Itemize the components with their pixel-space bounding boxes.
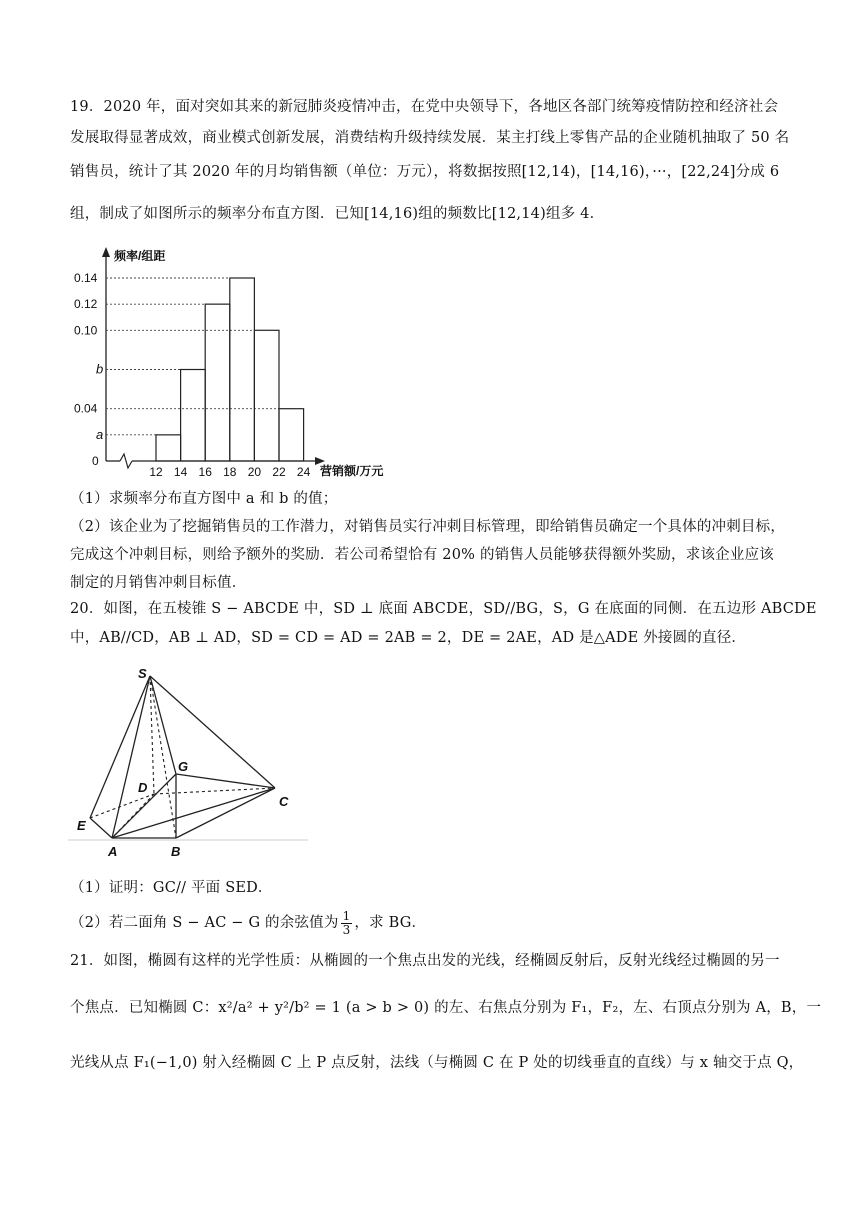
bar-5 — [279, 409, 304, 461]
x-tick-label-3: 18 — [223, 465, 237, 479]
q21-line-3: 光线从点 F₁(−1,0) 射入经椭圆 C 上 P 点反射，法线（与椭圆 C 在 P 处的切线垂直的直线）与 x 轴交于点 Q， — [70, 1055, 804, 1071]
fraction-numerator: 1 — [342, 908, 351, 923]
edge-EA — [90, 818, 112, 838]
bar-0 — [156, 435, 181, 461]
x-tick-label-5: 22 — [272, 465, 286, 479]
fraction-one-third — [341, 910, 353, 937]
label-C: C — [279, 794, 289, 809]
edge-SE — [90, 676, 150, 818]
q20-part-1: （1）证明：GC// 平面 SED． — [70, 880, 273, 896]
pyramid-figure — [68, 664, 308, 860]
fraction-denominator: 3 — [342, 922, 351, 937]
x-tick-label-6: 24 — [296, 465, 311, 479]
q21-line-1: 21．如图，椭圆有这样的光学性质：从椭圆的一个焦点出发的光线，经椭圆反射后，反射光线经过椭圆的另一 — [70, 953, 780, 969]
label-B: B — [171, 844, 181, 859]
q19-part-2c: 制定的月销售冲刺目标值． — [70, 575, 247, 591]
y-tick-label-3: b — [96, 361, 104, 377]
label-A: A — [108, 844, 118, 859]
y-tick-label-4: 0.04 — [74, 401, 98, 416]
bar-4 — [254, 330, 279, 461]
y-tick-label-zero: 0 — [92, 454, 99, 468]
q20-part-2-text: （2）若二面角 S − AC − G 的余弦值为 — [70, 915, 339, 931]
q20-part-2 — [70, 906, 800, 940]
edge-SD-hidden — [150, 676, 154, 794]
label-S: S — [138, 666, 147, 681]
x-tick-label-4: 20 — [247, 465, 262, 479]
label-D: D — [138, 780, 148, 795]
y-axis-arrow-icon — [102, 247, 110, 257]
bar-3 — [230, 278, 255, 461]
q19-line-1: 19．2020 年，面对突如其来的新冠肺炎疫情冲击，在党中央领导下，各地区各部门统筹疫情防控和经济社会 — [70, 99, 779, 115]
pyramid-svg — [68, 664, 308, 860]
edge-BC — [176, 788, 275, 838]
y-tick-label-1: 0.12 — [74, 297, 98, 312]
histogram-svg — [70, 243, 400, 480]
x-tick-label-2: 16 — [198, 465, 212, 479]
y-tick-label-5: a — [96, 426, 104, 442]
label-E: E — [77, 818, 86, 833]
histogram-figure — [70, 243, 400, 480]
bar-1 — [181, 370, 206, 462]
q19-line-3: 销售员，统计了其 2020 年的月均销售额（单位：万元），将数据按照[12,14)，[14,16)，···，[22,24]分成 6 — [70, 164, 780, 180]
label-G: G — [178, 759, 189, 774]
x-axis-label: 营销额/万元 — [320, 464, 384, 478]
q19-part-1: （1）求频率分布直方图中 a 和 b 的值； — [70, 491, 338, 507]
q21-line-2: 个焦点．已知椭圆 C：x²/a² + y²/b² = 1 (a > b > 0) 的左、右焦点分别为 F₁，F₂，左、右顶点分别为 A，B，一 — [70, 1000, 822, 1016]
q20-part-2-tail: ，求 BG． — [354, 915, 427, 931]
y-tick-label-0: 0.14 — [74, 271, 98, 285]
q19-part-2a: （2）该企业为了挖掘销售员的工作潜力，对销售员实行冲刺目标管理，即给销售员确定一个具体的冲刺目标， — [70, 519, 786, 535]
bar-2 — [205, 304, 230, 461]
edge-SC — [150, 676, 275, 788]
x-tick-label-1: 14 — [173, 465, 188, 479]
edge-SA — [112, 676, 150, 838]
y-tick-label-2: 0.10 — [74, 323, 98, 338]
q19-line-2: 发展取得显著成效，商业模式创新发展，消费结构升级持续发展．某主打线上零售产品的企业随机抽取了 50 名 — [70, 130, 790, 146]
q19-line-4: 组，制成了如图所示的频率分布直方图．已知[14,16)组的频数比[12,14)组多 4． — [70, 206, 605, 222]
x-tick-label-0: 12 — [149, 465, 163, 479]
q19-part-2b: 完成这个冲刺目标，则给予额外的奖励．若公司希望恰有 20% 的销售人员能够获得额外奖励，求该企业应该 — [70, 547, 774, 563]
q20-line-1: 20．如图，在五棱锥 S − ABCDE 中，SD ⊥ 底面 ABCDE，SD//BG，S，G 在底面的同侧．在五边形 ABCDE — [70, 601, 817, 617]
axis-break-icon — [120, 454, 132, 468]
q20-line-2: 中，AB//CD，AB ⊥ AD，SD = CD = AD = 2AB = 2，DE = 2AE，AD 是△ADE 外接圆的直径． — [70, 630, 747, 646]
edge-GC — [176, 774, 275, 788]
y-axis-label: 频率/组距 — [114, 249, 166, 263]
